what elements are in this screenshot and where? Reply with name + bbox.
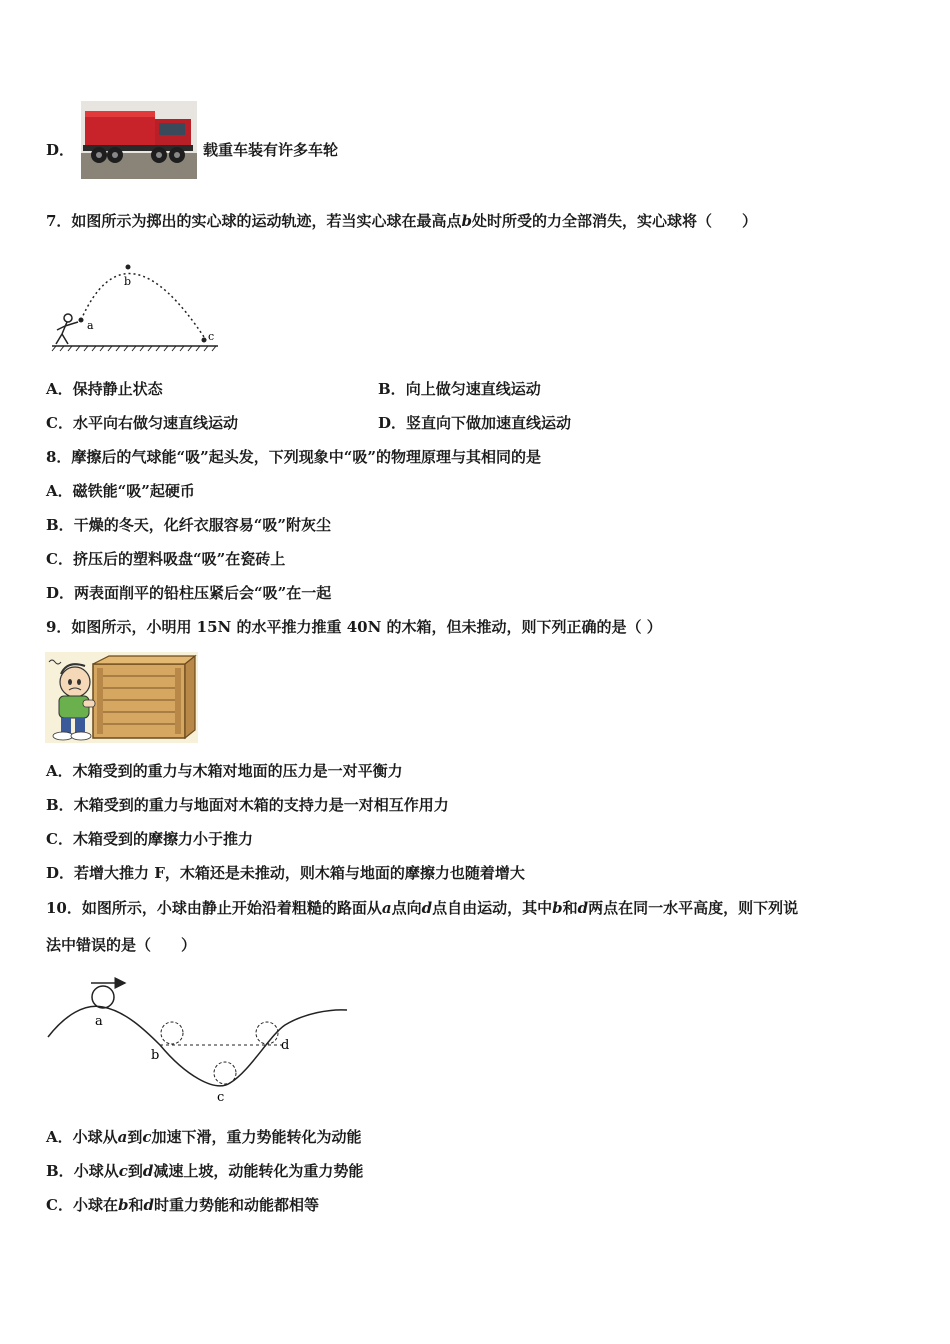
question-9-stem: 9．如图所示，小明用 15N 的水平推力推重 40N 的木箱，但未推动，则下列正确的是（ ）: [46, 618, 662, 636]
projectile-diagram: [48, 258, 223, 353]
point-label-d: d: [281, 1038, 290, 1053]
option-a[interactable]: A．磁铁能“吸”起硬币: [46, 482, 195, 500]
question-7-stem: 7．如图所示为掷出的实心球的运动轨迹，若当实心球在最高点b处时所受的力全部消失，实心球将（ ）: [46, 212, 757, 230]
option-d[interactable]: D．两表面削平的铅柱压紧后会“吸”在一起: [46, 584, 332, 602]
option-a[interactable]: A．木箱受到的重力与木箱对地面的压力是一对平衡力: [46, 762, 403, 780]
point-label-a: a: [95, 1014, 103, 1029]
option-b[interactable]: B．小球从c到d减速上坡，动能转化为重力势能: [46, 1162, 364, 1180]
option-d[interactable]: D．竖直向下做加速直线运动: [378, 414, 572, 432]
point-label-c: c: [217, 1090, 225, 1105]
option-b[interactable]: B．干燥的冬天，化纤衣服容易“吸”附灰尘: [46, 516, 331, 534]
option-label: D．: [46, 141, 75, 159]
ball-track-diagram: [45, 975, 350, 1105]
point-label-a: a: [87, 319, 94, 332]
option-c[interactable]: C．挤压后的塑料吸盘“吸”在瓷砖上: [46, 550, 286, 568]
point-label-c: c: [208, 330, 215, 343]
option-c[interactable]: C．水平向右做匀速直线运动: [46, 414, 238, 432]
truck-image: [81, 101, 197, 179]
option-a[interactable]: A．小球从a到c加速下滑，重力势能转化为动能: [46, 1128, 362, 1146]
option-c[interactable]: C．小球在b和d时重力势能和动能都相等: [46, 1196, 319, 1214]
option-b[interactable]: B．向上做匀速直线运动: [378, 380, 541, 398]
question-10-stem-cont: 法中错误的是（ ）: [46, 936, 197, 954]
option-a[interactable]: A．保持静止状态: [46, 380, 163, 398]
option-text: 载重车装有许多车轮: [203, 141, 339, 159]
option-b[interactable]: B．木箱受到的重力与地面对木箱的支持力是一对相互作用力: [46, 796, 449, 814]
point-label-b: b: [124, 275, 132, 288]
question-10-stem: 10．如图所示，小球由静止开始沿着粗糙的路面从a点向d点自由运动，其中b和d两点在同一水平高度，则下列说: [46, 899, 799, 917]
push-box-illustration: [45, 652, 198, 743]
option-d[interactable]: D．若增大推力 F，木箱还是未推动，则木箱与地面的摩擦力也随着增大: [46, 864, 525, 882]
question-8-stem: 8．摩擦后的气球能“吸”起头发，下列现象中“吸”的物理原理与其相同的是: [46, 448, 541, 466]
point-label-b: b: [151, 1048, 160, 1063]
option-c[interactable]: C．木箱受到的摩擦力小于推力: [46, 830, 253, 848]
